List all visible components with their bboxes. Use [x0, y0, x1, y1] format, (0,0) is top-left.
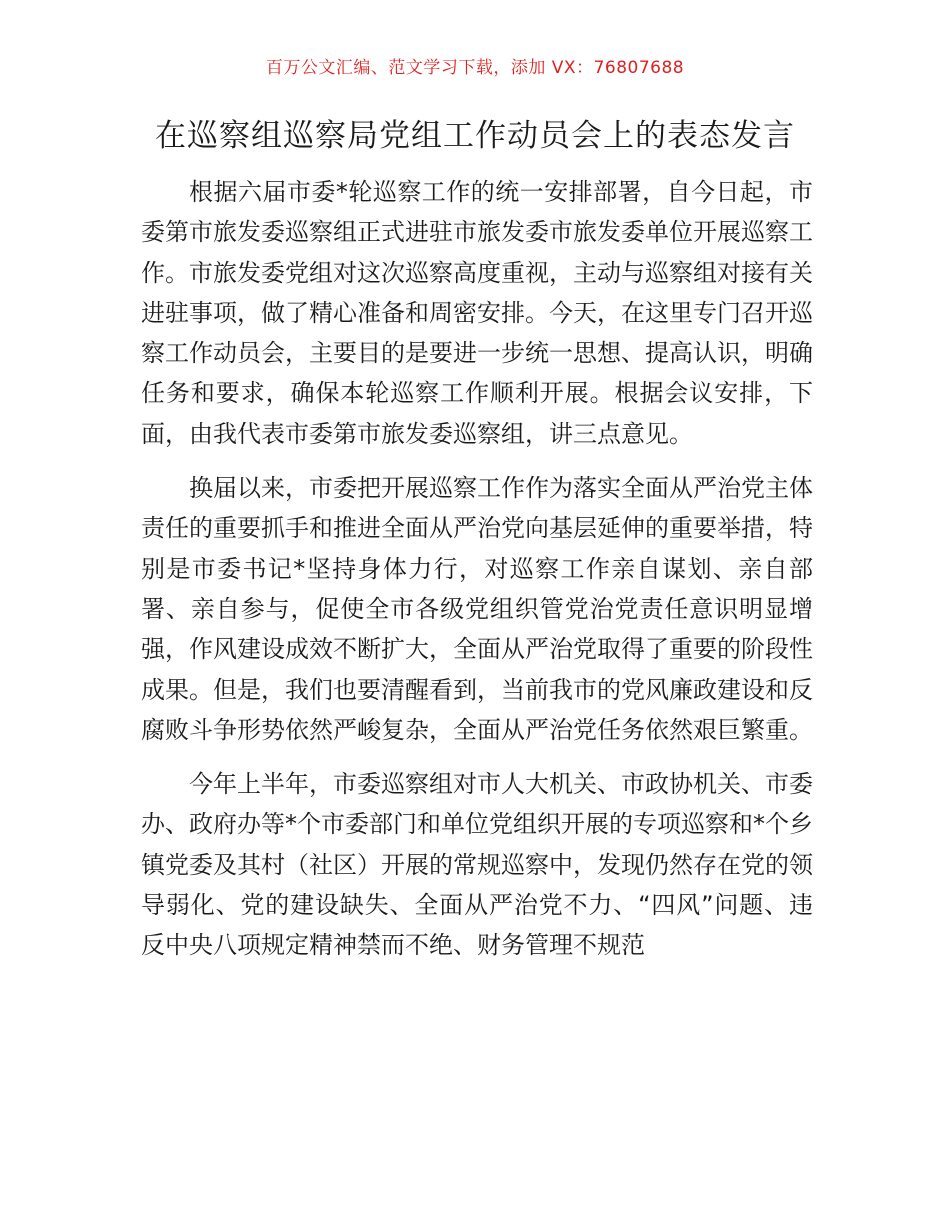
- document-title: 在巡察组巡察局党组工作动员会上的表态发言: [155, 118, 795, 154]
- paragraph-2: 换届以来，市委把开展巡察工作作为落实全面从严治党主体责任的重要抓手和推进全面从严治党向基层延伸的重要举措，特别是市委书记*坚持身体力行，对巡察工作亲自谋划、亲自部署、亲自参与，促使全市各级党组织管党治党责任意识明显增强，作风建设成效不断扩大，全面从严治党取得了重要的阶段性成果。但是，我们也要清醒看到，当前我市的党风廉政建设和反腐败斗争形势依然严峻复杂，全面从严治党任务依然艰巨繁重。: [141, 474, 813, 744]
- download-banner: 百万公文汇编、范文学习下载，添加 VX：76807688: [265, 58, 685, 78]
- paragraph-1: 根据六届市委*轮巡察工作的统一安排部署，自今日起，市委第市旅发委巡察组正式进驻市旅发委市旅发委单位开展巡察工作。市旅发委党组对这次巡察高度重视，主动与巡察组对接有关进驻事项，做了精心准备和周密安排。今天，在这里专门召开巡察工作动员会，主要目的是要进一步统一思想、提高认识，明确任务和要求，确保本轮巡察工作顺利开展。根据会议安排，下面，由我代表市委第市旅发委巡察组，讲三点意见。: [141, 178, 813, 448]
- paragraph-3: 今年上半年，市委巡察组对市人大机关、市政协机关、市委办、政府办等*个市委部门和单位党组织开展的专项巡察和*个乡镇党委及其村（社区）开展的常规巡察中，发现仍然存在党的领导弱化、党的建设缺失、全面从严治党不力、“四风”问题、违反中央八项规定精神禁而不绝、财务管理不规范: [141, 770, 813, 960]
- document-body: [141, 172, 813, 980]
